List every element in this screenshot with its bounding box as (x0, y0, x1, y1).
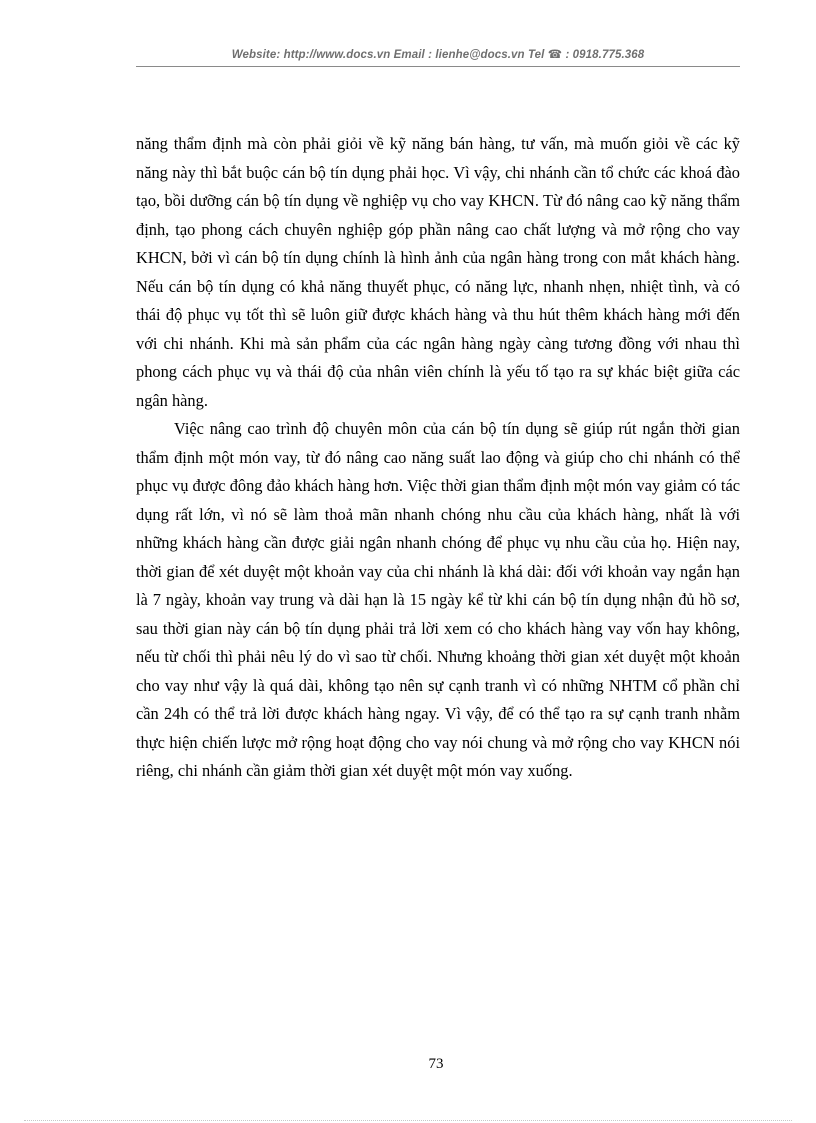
page-header: Website: http://www.docs.vn Email : lienhe@docs.vn Tel ☎ : 0918.775.368 (231, 49, 645, 61)
header-divider (136, 66, 740, 67)
body-text (136, 130, 740, 786)
page-bottom-border (24, 1120, 792, 1121)
page-number: 73 (428, 1056, 444, 1072)
paragraph: Việc nâng cao trình độ chuyên môn của cán bộ tín dụng sẽ giúp rút ngắn thời gian thẩm định một món vay, từ đó nâng cao năng suất lao động và giúp cho chi nhánh có thể phục vụ được đông đảo khách hàng hơn. Việc thời gian thẩm định một món vay giảm có tác dụng rất lớn, vì nó sẽ làm thoả mãn nhanh chóng nhu cầu của khách hàng, nhất là với những khách hàng cần được giải ngân nhanh chóng để phục vụ nhu cầu của họ. Hiện nay, thời gian để xét duyệt một khoản vay của chi nhánh là khá dài: đối với khoản vay ngắn hạn là 7 ngày, khoản vay trung và dài hạn là 15 ngày kể từ khi cán bộ tín dụng nhận đủ hồ sơ, sau thời gian này cán bộ tín dụng phải trả lời xem có cho khách hàng vay vốn hay không, nếu từ chối thì phải nêu lý do vì sao từ chối. Nhưng khoảng thời gian xét duyệt một khoản cho vay như vậy là quá dài, không tạo nên sự cạnh tranh vì có những NHTM cổ phần chỉ cần 24h có thể trả lời được khách hàng ngay. Vì vậy, để có thể tạo ra sự cạnh tranh nhằm thực hiện chiến lược mở rộng hoạt động cho vay nói chung và mở rộng cho vay KHCN nói riêng, chi nhánh cần giảm thời gian xét duyệt một món vay xuống. (136, 419, 740, 780)
paragraph-continuation: năng thẩm định mà còn phải giỏi về kỹ năng bán hàng, tư vấn, mà muốn giỏi về các kỹ năng này thì bắt buộc cán bộ tín dụng phải học. Vì vậy, chi nhánh cần tổ chức các khoá đào tạo, bồi dưỡng cán bộ tín dụng về nghiệp vụ cho vay KHCN. Từ đó nâng cao kỹ năng thẩm định, tạo phong cách chuyên nghiệp góp phần nâng cao chất lượng và mở rộng cho vay KHCN, bởi vì cán bộ tín dụng chính là hình ảnh của ngân hàng trong con mắt khách hàng. Nếu cán bộ tín dụng có khả năng thuyết phục, có năng lực, nhanh nhẹn, nhiệt tình, và có thái độ phục vụ tốt thì sẽ luôn giữ được khách hàng và thu hút thêm khách hàng mới đến với chi nhánh. Khi mà sản phẩm của các ngân hàng ngày càng tương đồng với nhau thì phong cách phục vụ và thái độ của nhân viên chính là yếu tố tạo ra sự khác biệt giữa các ngân hàng. (136, 134, 740, 410)
